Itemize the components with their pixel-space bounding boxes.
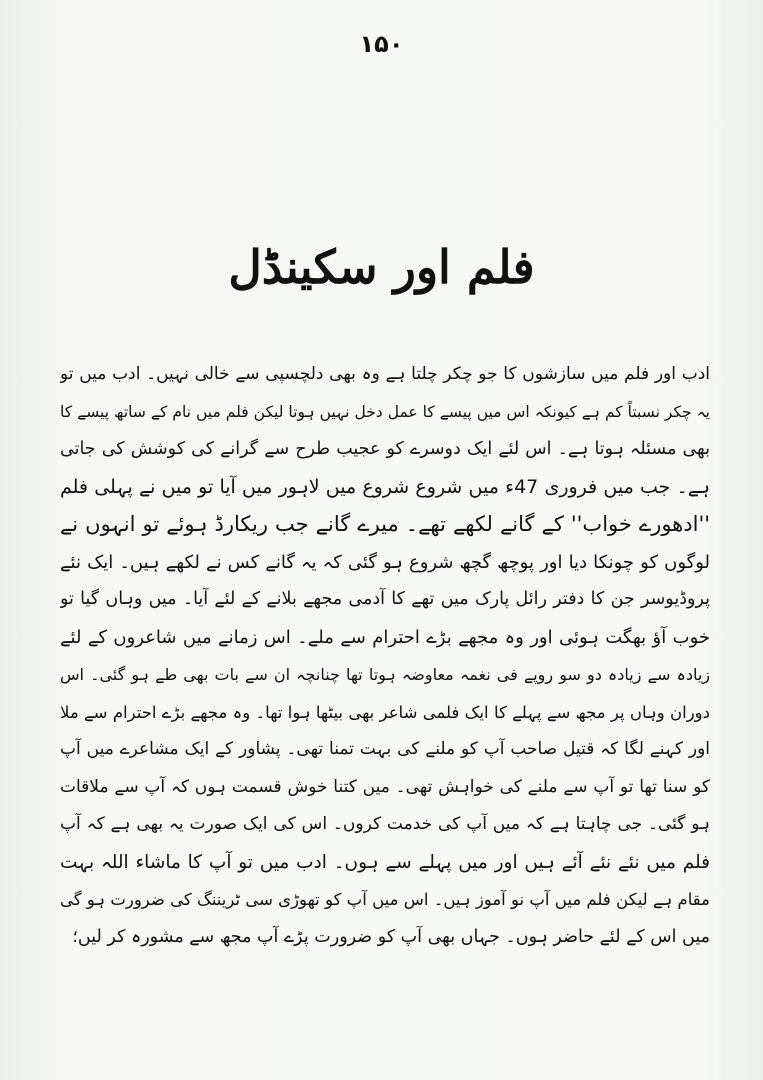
- text-line: بھی مسئلہ ہوتا ہے۔ اس لئے ایک دوسرے کو عجیب طرح سے گرانے کی کوشش کی جاتی: [60, 439, 710, 459]
- text-line: ادب اور فلم میں سازشوں کا جو چکر چلتا ہے وہ بھی دلچسپی سے خالی نہیں۔ ادب میں تو: [60, 364, 710, 384]
- chapter-title: فلم اور سکینڈل: [228, 240, 535, 294]
- text-line: یہ چکر نسبتاً کم ہے کیونکہ اس میں پیسے کا عمل دخل نہیں ہوتا لیکن فلم میں نام کے ساتھ پیسے کا: [60, 402, 710, 421]
- page-number: ۱۵۰: [359, 30, 404, 58]
- text-line: دوران وہاں پر مجھ سے پہلے کا ایک فلمی شاعر بھی بیٹھا ہوا تھا۔ وہ مجھے بڑے احترام سے ملا: [60, 702, 710, 722]
- text-line: خوب آؤ بھگت ہوئی اور وہ مجھے بڑے احترام سے ملے۔ اس زمانے میں شاعروں کے لئے: [60, 626, 710, 648]
- text-line: میں اس کے لئے حاضر ہوں۔ جہاں بھی آپ کو ضرورت پڑے آپ مجھ سے مشورہ کر لیں؛: [72, 926, 710, 947]
- text-line: ''ادھورے خواب'' کے گانے لکھے تھے۔ میرے گانے جب ریکارڈ ہوئے تو انہوں نے: [60, 512, 710, 536]
- text-line: پروڈیوسر جن کا دفتر رائل پارک میں تھے کا آدمی مجھے بلانے کے لئے آیا۔ میں وہاں گیا تو: [60, 589, 710, 609]
- text-line: کو سنا تھا تو آپ سے ملنے کی خواہش تھی۔ میں کتنا خوش قسمت ہوں کہ آپ سے ملاقات: [60, 776, 710, 797]
- text-line: لوگوں کو چونکا دیا اور پوچھ گچھ شروع ہو گئی کہ یہ گانے کس نے لکھے ہیں۔ ایک نئے: [60, 551, 710, 573]
- text-line: ہے۔ جب میں فروری 47ء میں شروع شروع میں لاہور میں آیا تو میں نے پہلی فلم: [60, 475, 710, 498]
- text-line: زیادہ سے زیادہ دو سو روپے فی نغمہ معاوضہ ہوتا تھا چنانچہ ان سے بات بھی طے ہو گئی۔ اس: [60, 665, 710, 684]
- text-line: مقام ہے لیکن فلم میں آپ نو آموز ہیں۔ اس میں آپ کو تھوڑی سی ٹریننگ کی ضرورت ہو گی: [60, 890, 710, 909]
- text-line: ہو گئی۔ جی چاہتا ہے کہ میں آپ کی خدمت کروں۔ اس کی ایک صورت یہ بھی ہے کہ آپ: [60, 814, 710, 834]
- text-line: فلم میں نئے نئے آئے ہیں اور میں پہلے سے ہوں۔ ادب میں تو آپ کا ماشاء اللہ بہت: [60, 851, 710, 873]
- body-text: [60, 356, 710, 956]
- text-line: اور کہنے لگا کہ قتیل صاحب آپ کو ملنے کی بہت تمنا تھی۔ پشاور کے ایک مشاعرے میں آپ: [60, 739, 710, 759]
